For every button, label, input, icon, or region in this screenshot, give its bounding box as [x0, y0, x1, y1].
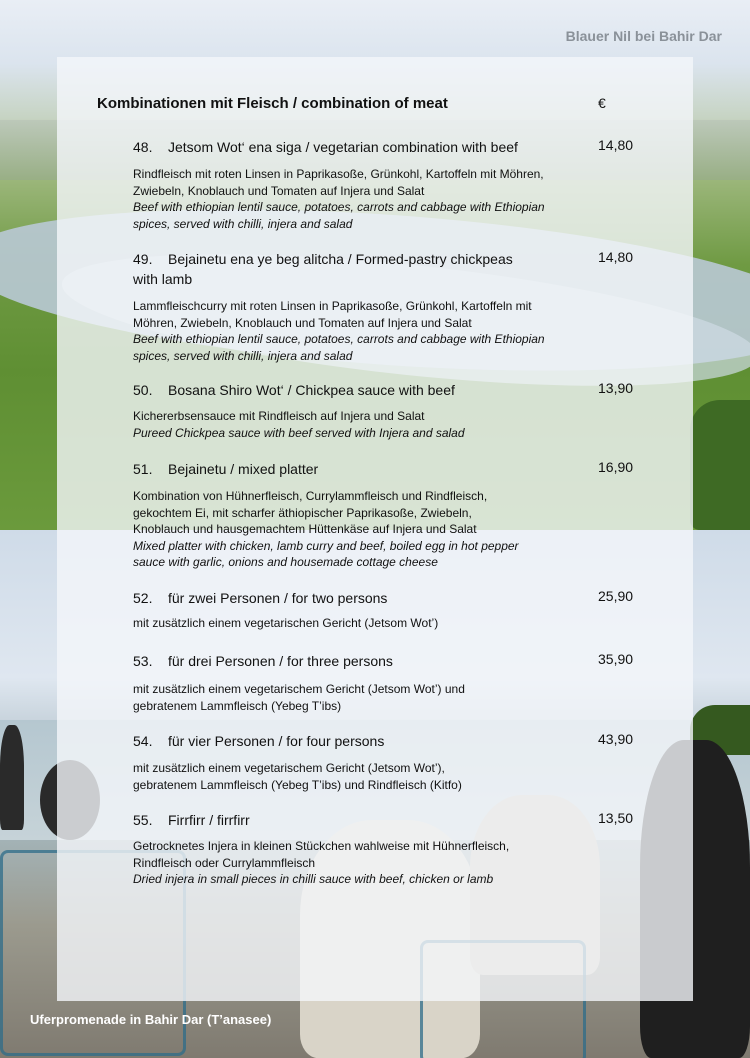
desc-en-line: Beef with ethiopian lentil sauce, potatoes, carrots and cabbage with Ethiopian [133, 332, 545, 346]
item-title-row [133, 380, 603, 400]
item-description [133, 298, 603, 364]
item-title-row [133, 459, 603, 479]
desc-en-line: Dried injera in small pieces in chilli sauce with beef, chicken or lamb [133, 872, 494, 886]
desc-de-line: Zwiebeln, Knoblauch und Tomaten auf Injera und Salat [133, 183, 425, 198]
desc-de-line: Lammfleischcurry mit roten Linsen in Paprikasoße, Grünkohl, Kartoffeln mit [133, 299, 532, 313]
item-price: 13,90 [598, 380, 634, 396]
item-number: 52. [133, 590, 153, 606]
site-title: Blauer Nil bei Bahir Dar [565, 28, 722, 44]
desc-de-line: Kichererbsensauce mit Rindfleisch auf Injera und Salat [133, 409, 425, 423]
photo-caption: Uferpromenade in Bahir Dar (T’anasee) [30, 1012, 272, 1027]
menu-item [133, 731, 603, 793]
item-number: 53. [133, 653, 153, 669]
item-price: 25,90 [598, 588, 634, 604]
item-description [133, 760, 603, 793]
desc-de-line: mit zusätzlich einem vegetarischem Gericht (Jetsom Wot’), [133, 761, 445, 775]
item-description [133, 681, 603, 714]
item-price: 35,90 [598, 651, 634, 667]
item-description [133, 166, 603, 232]
item-title: Jetsom Wot‘ ena siga / vegetarian combination with beef [168, 139, 518, 155]
item-number: 54. [133, 733, 153, 749]
item-number: 50. [133, 382, 153, 398]
item-title: für zwei Personen / for two persons [168, 590, 388, 606]
item-description [133, 838, 603, 888]
section-heading: Kombinationen mit Fleisch / combination of meat [97, 95, 448, 112]
item-title-row [133, 651, 603, 671]
item-number: 51. [133, 461, 153, 477]
menu-item [133, 137, 603, 232]
desc-en-line: spices, served with chilli, injera and salad [133, 348, 353, 363]
item-price: 13,50 [598, 810, 634, 826]
person-silhouette [0, 725, 24, 830]
desc-de-line: Kombination von Hühnerfleisch, Currylammfleisch und Rindfleisch, [133, 489, 488, 503]
trees-right [690, 400, 750, 530]
item-title-continued: with lamb [133, 271, 193, 287]
desc-de-line: gebratenem Lammfleisch (Yebeg T’ibs) [133, 698, 342, 713]
item-description [133, 408, 603, 441]
item-title: für drei Personen / for three persons [168, 653, 393, 669]
desc-de-line: Möhren, Zwiebeln, Knoblauch und Tomaten auf Injera und Salat [133, 315, 472, 330]
item-title-row [133, 249, 603, 269]
item-description [133, 615, 603, 632]
desc-de-line: Rindfleisch oder Currylammfleisch [133, 855, 316, 870]
item-title: Firrfirr / firrfirr [168, 812, 250, 828]
desc-de-line: gekochtem Ei, mit scharfer äthiopischer Paprikasoße, Zwiebeln, [133, 505, 472, 520]
item-price: 43,90 [598, 731, 634, 747]
desc-en-line: Beef with ethiopian lentil sauce, potatoes, carrots and cabbage with Ethiopian [133, 200, 545, 214]
desc-de-line: Rindfleisch mit roten Linsen in Paprikasoße, Grünkohl, Kartoffeln mit Möhren, [133, 167, 544, 181]
item-title-row [133, 731, 603, 751]
desc-de-line: mit zusätzlich einem vegetarischen Gericht (Jetsom Wot’) [133, 616, 439, 630]
desc-de-line: gebratenem Lammfleisch (Yebeg T’ibs) und Rindfleisch (Kitfo) [133, 777, 462, 792]
item-title-row [133, 137, 603, 157]
item-number: 48. [133, 139, 153, 155]
item-title-row [133, 588, 603, 608]
item-description [133, 488, 603, 571]
desc-en-line: spices, served with chilli, injera and salad [133, 216, 353, 231]
currency-symbol: € [598, 95, 606, 111]
menu-item [133, 651, 603, 714]
desc-de-line: Getrocknetes Injera in kleinen Stückchen wahlweise mit Hühnerfleisch, [133, 839, 510, 853]
item-title: für vier Personen / for four persons [168, 733, 385, 749]
item-title: Bejainetu ena ye beg alitcha / Formed-pastry chickpeas [168, 251, 513, 267]
desc-en-line: Mixed platter with chicken, lamb curry and beef, boiled egg in hot pepper [133, 538, 519, 553]
desc-de-line: mit zusätzlich einem vegetarischem Gericht (Jetsom Wot’) und [133, 682, 465, 696]
menu-item [133, 588, 603, 632]
desc-de-line: Knoblauch und hausgemachtem Hüttenkäse auf Injera und Salat [133, 522, 477, 536]
menu-item [133, 459, 603, 571]
item-price: 14,80 [598, 249, 634, 265]
item-price: 14,80 [598, 137, 634, 153]
item-number: 49. [133, 251, 153, 267]
menu-item [133, 249, 603, 364]
desc-en-line: sauce with garlic, onions and housemade cottage cheese [133, 555, 438, 569]
menu-item [133, 810, 603, 888]
menu-item [133, 380, 603, 441]
desc-en-line: Pureed Chickpea sauce with beef served with Injera and salad [133, 425, 465, 440]
item-price: 16,90 [598, 459, 634, 475]
item-number: 55. [133, 812, 153, 828]
item-title: Bosana Shiro Wot‘ / Chickpea sauce with beef [168, 382, 455, 398]
item-title-row [133, 810, 603, 830]
item-title: Bejainetu / mixed platter [168, 461, 319, 477]
